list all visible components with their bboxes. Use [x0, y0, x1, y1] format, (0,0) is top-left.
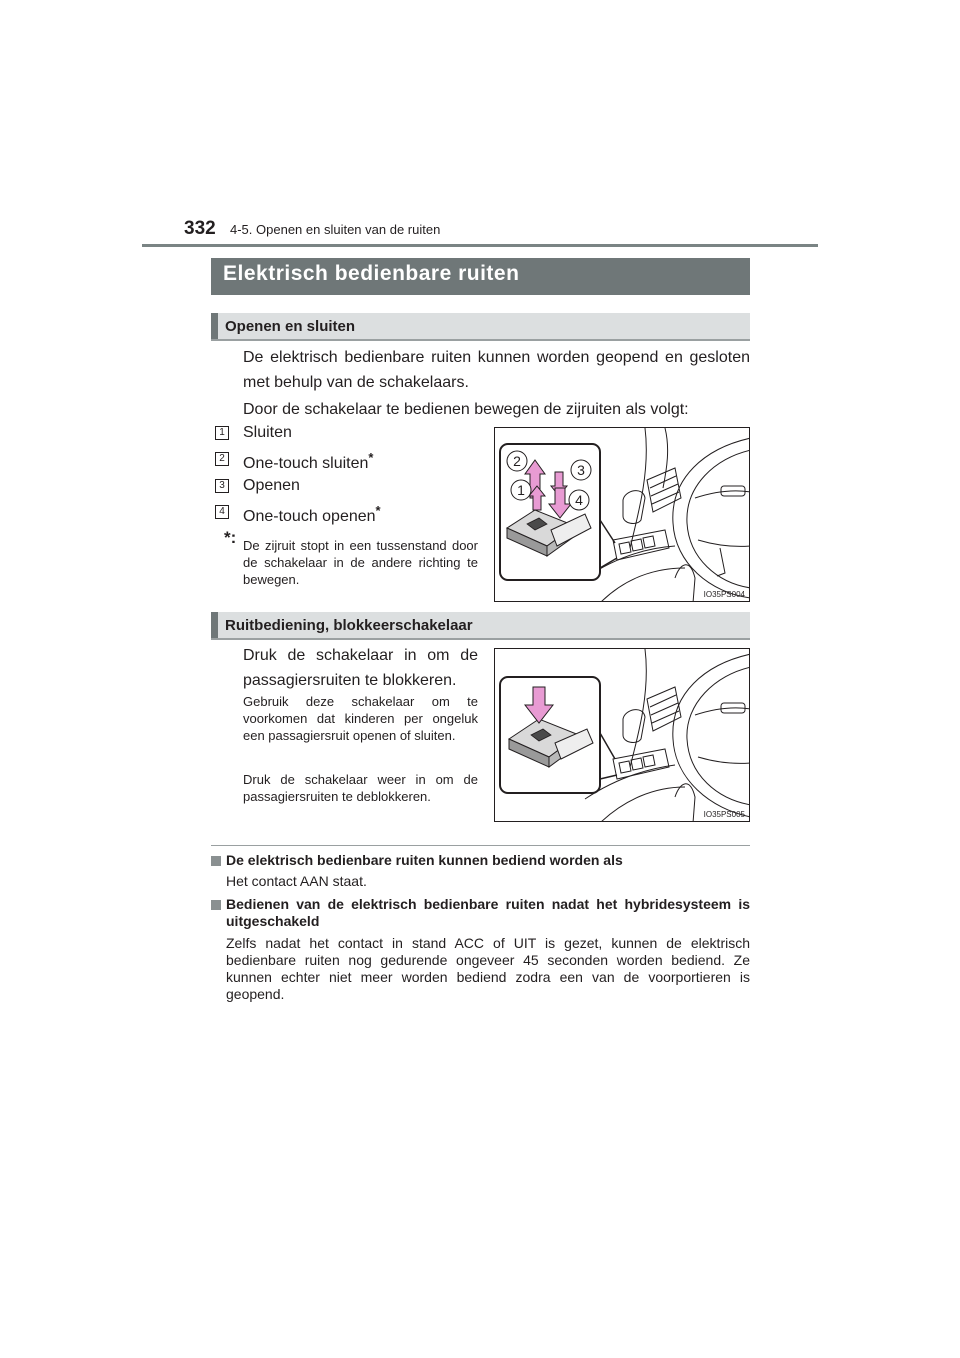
footnote-star: * [375, 503, 381, 518]
info-bullet [211, 856, 221, 866]
window-switch-illustration [495, 428, 750, 602]
info-body-2: Zelfs nadat het contact in stand ACC of UIT is gezet, kunnen de elektrisch bedienbare ruiten nog gedurende ongeveer 45 seconden worden bediend. Ze kunnen echter niet meer worden bediend zodra een van de voorportieren is geopend. [226, 935, 750, 1002]
item-number-3: 3 [215, 479, 229, 493]
lock-paragraph: Druk de schakelaar in om de passagiersruiten te blokkeren. [243, 647, 478, 689]
item-label-3: Openen [243, 477, 300, 494]
subheading-accent [211, 313, 218, 339]
page-number: 332 [184, 218, 216, 239]
callout-2: 2 [513, 453, 521, 469]
intro-paragraph: De elektrisch bedienbare ruiten kunnen worden geopend en gesloten met behulp van de schakelaars. [243, 349, 750, 391]
info-divider [211, 845, 750, 846]
instruction-paragraph: Door de schakelaar te bedienen bewegen de zijruiten als volgt: [243, 401, 689, 418]
footnote-star: * [368, 450, 374, 465]
item-number-1: 1 [215, 426, 229, 440]
figure-lock-switch [494, 648, 750, 822]
subheading-label: Ruitbediening, blokkeerschakelaar [225, 617, 473, 634]
callout-4: 4 [575, 492, 583, 508]
figure-code: IO35PS005 [703, 810, 745, 819]
info-body-1: Het contact AAN staat. [226, 873, 367, 889]
item-label-1: Sluiten [243, 424, 292, 441]
item-number-2: 2 [215, 452, 229, 466]
subheading-open-close [211, 313, 750, 341]
info-bullet [211, 900, 221, 910]
header-rule [142, 244, 818, 247]
subheading-accent [211, 612, 218, 638]
section-title: Elektrisch bedienbare ruiten [223, 262, 520, 285]
lock-note-1: Gebruik deze schakelaar om te voorkomen dat kinderen per ongeluk een passagiersruit openen of sluiten. [243, 694, 478, 743]
footnote-marker: *: [224, 528, 237, 547]
callout-3: 3 [577, 462, 585, 478]
callout-1: 1 [517, 482, 525, 498]
footnote-text: De zijruit stopt in een tussenstand door de schakelaar in de andere richting te bewegen. [243, 538, 478, 587]
subheading-label: Openen en sluiten [225, 318, 356, 335]
running-title: 4-5. Openen en sluiten van de ruiten [230, 222, 441, 237]
item-label-4: One-touch openen* [243, 503, 381, 525]
info-heading-1: De elektrisch bedienbare ruiten kunnen bediend worden als [226, 852, 623, 868]
item-number-4: 4 [215, 505, 229, 519]
lock-note-2: Druk de schakelaar weer in om de passagiersruiten te deblokkeren. [243, 772, 478, 804]
section-title-bar [211, 258, 750, 295]
subheading-lock-switch [211, 612, 750, 640]
lock-switch-illustration [495, 649, 750, 822]
figure-code: IO35PS004 [703, 590, 745, 599]
figure-window-switch [494, 427, 750, 602]
item-label-2: One-touch sluiten* [243, 450, 374, 472]
info-heading-2: Bedienen van de elektrisch bedienbare ruiten nadat het hybridesysteem is uitgeschakeld [226, 896, 750, 929]
